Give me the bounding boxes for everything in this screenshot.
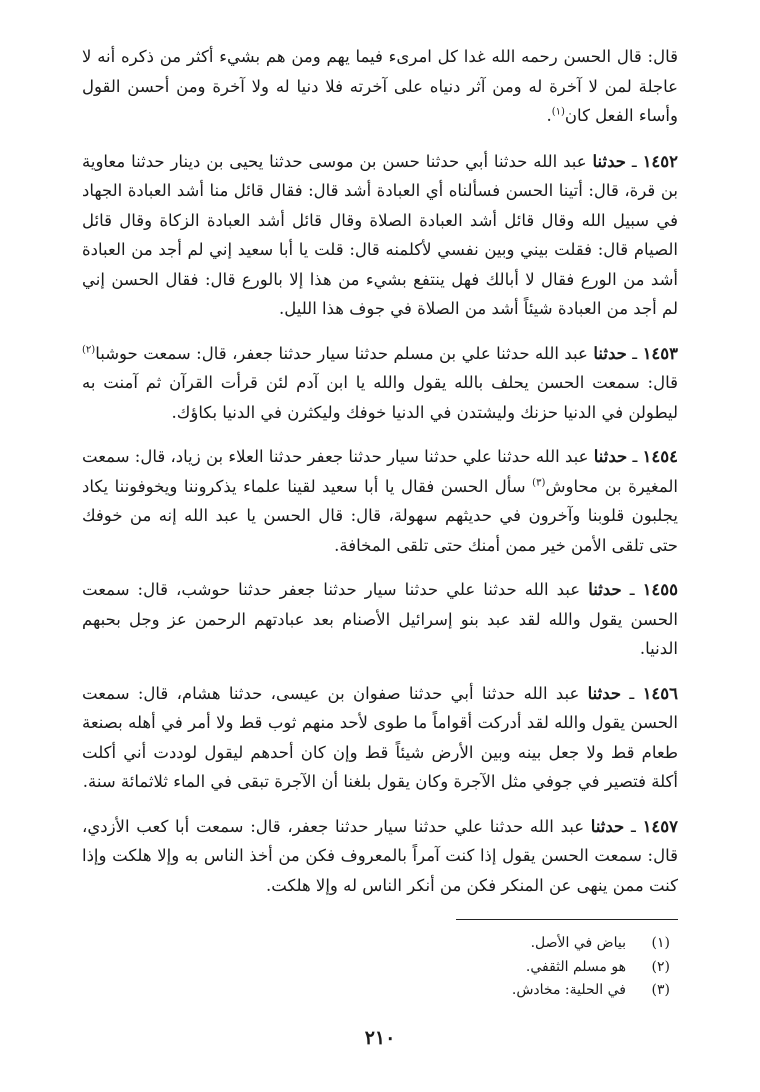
hadith-entry: ١٤٥٤ ـ حدثنا عبد الله حدثنا علي حدثنا سيار حدثنا جعفر حدثنا العلاء بن زياد، قال: سمعت المغيرة بن محاوش$^{(٣)}$ سأل الحسن فقال يا أبا سعيد لقينا علماء يذكروننا ويخوفوننا يكاد يجلبون قلوبنا وآخرون في حديثهم سهولة، قال: قال الحسن يا عبد الله إنه من خوفك حتى تلقى الأمن خير ممن أمنك حتى تلقى المخافة. [82, 447, 678, 555]
entry-text: عبد الله حدثنا أبي حدثنا صفوان بن عيسى، حدثنا هشام، قال: سمعت الحسن يقول والله لقد أدركت أقواماً ما طوى لأحد منهم ثوب قط ولا أمر في أهله بصنعة طعام قط ولا جعل بينه وبين الأرض شيئاً قط وإن كان أحدهم ليقول لوددت أني أكلت أكلة فتصير في جوفي مثل الآجرة وكان يقول بلغنا أن الآجرة تبقى في الماء ثلاثمائة سنة. [82, 683, 678, 791]
footnote [82, 932, 678, 956]
footnote-number: (١) [651, 935, 670, 951]
footnote-text: بياض في الأصل. [530, 935, 626, 951]
footnote [82, 956, 678, 980]
footnote [82, 979, 678, 1003]
entry-number: ١٤٥٧ [642, 816, 679, 836]
footnote-ref: (١) [551, 106, 565, 118]
entry-text: عبد الله حدثنا علي حدثنا سيار حدثنا جعفر، قال: سمعت أبا كعب الأزدي، قال: سمعت الحسن يقول إذا كنت آمراً بالمعروف فكن من أخذ الناس به وإلا هلكت وإذا كنت ممن ينهى عن المنكر فكن من أنكر الناس له وإلا هلكت. [82, 816, 678, 895]
footnote-divider [456, 919, 678, 920]
entry-text-continued: سأل الحسن فقال يا أبا سعيد لقينا علماء يذكروننا ويخوفوننا يكاد يجلبون قلوبنا وآخرون في حديثهم سهولة، قال: قال الحسن يا عبد الله إنه من خوفك حتى تلقى الأمن خير ممن أمنك حتى تلقى المخافة. [82, 476, 678, 555]
entry-keyword: حدثنا [588, 580, 622, 599]
entry-text: عبد الله حدثنا أبي حدثنا حسن بن موسى حدثنا يحيى بن دينار حدثنا معاوية بن قرة، قال: أتينا الحسن فسألناه أي العبادة أشد قال: فقال قائل منا أشد العبادة الجهاد في سبيل الله وقال قائل أشد العبادة الصلاة وقال قائل أشد العبادة الزكاة وقال قائل الصيام قال: فقلت بيني وبين نفسي لأكلمنه قال: قلت يا أبا سعيد إني لم أجد من العبادة أشد من الورع فقال لا أبالك فهل ينتفع بشيء من هذا إلا بالورع قال: فقال الحسن إني لم أجد من العبادة شيئاً أشد من الصلاة في جوف هذا الليل. [82, 151, 678, 318]
hadith-entry: ١٤٥٢ ـ حدثنا عبد الله حدثنا أبي حدثنا حسن بن موسى حدثنا يحيى بن دينار حدثنا معاوية بن قرة، قال: أتينا الحسن فسألناه أي العبادة أشد قال: فقال قائل منا أشد العبادة الجهاد في سبيل الله وقال قائل أشد العبادة الصلاة وقال قائل أشد العبادة الزكاة وقال قائل الصيام قال: فقلت بيني وبين نفسي لأكلمنه قال: قلت يا أبا سعيد إني لم أجد من العبادة أشد من الورع فقال لا أبالك فهل ينتفع بشيء من هذا إلا بالورع قال: فقال الحسن إني لم أجد من العبادة شيئاً أشد من الصلاة في جوف هذا الليل. [82, 151, 679, 318]
entry-keyword: حدثنا [587, 683, 622, 703]
entry-number: ١٤٥٦ [642, 683, 679, 703]
entry-text: عبد الله حدثنا علي حدثنا سيار حدثنا جعفر حدثنا العلاء بن زياد، قال: سمعت المغيرة بن محاوش [82, 447, 678, 496]
entry-keyword: حدثنا [592, 151, 626, 171]
footnote-text: هو مسلم الثقفي. [525, 958, 626, 975]
entry-text: عبد الله حدثنا علي حدثنا سيار حدثنا جعفر حدثنا حوشب، قال: سمعت الحسن يقول والله لقد عبد بنو إسرائيل الأصنام بعد عبادتهم الرحمن عز وجل بحبهم الدنيا. [82, 580, 678, 658]
footnote-number: (٣) [651, 982, 670, 998]
entry-keyword: حدثنا [593, 343, 627, 363]
footnote-ref: (٢) [82, 344, 96, 355]
entry-number: ١٤٥٣ [642, 343, 679, 363]
hadith-entry: ١٤٥٥ ـ حدثنا عبد الله حدثنا علي حدثنا سيار حدثنا جعفر حدثنا حوشب، قال: سمعت الحسن يقول والله لقد عبد بنو إسرائيل الأصنام بعد عبادتهم الرحمن عز وجل بحبهم الدنيا. [82, 580, 679, 658]
opening-paragraph: قال: قال الحسن رحمه الله غدا كل امرىء فيما يهم ومن هم بشيء أكثر من ذكره أنه لا عاجلة لمن لا آخرة له ومن آثر دنياه على آخرته فلا دنيا له ولا آخرة ومن أحسن القول وأساء الفعل كان$^{(١)}$. [82, 47, 678, 125]
hadith-entry: ١٤٥٣ ـ حدثنا عبد الله حدثنا علي بن مسلم حدثنا سيار حدثنا جعفر، قال: سمعت حوشبا$^{(٢)}$ قال: سمعت الحسن يحلف بالله يقول والله يا ابن آدم لئن قرأت القرآن ثم آمنت به ليطولن في الدنيا حزنك وليشتدن في الدنيا خوفك وليكثرن في الدنيا بكاؤك. [82, 343, 679, 422]
entry-keyword: حدثنا [590, 816, 625, 836]
footnote-number: (٢) [651, 958, 670, 975]
entry-keyword: حدثنا [593, 447, 628, 466]
footnote-text: في الحلية: مخادش. [511, 982, 626, 998]
footnotes [82, 932, 678, 1003]
entry-number: ١٤٥٢ [642, 151, 679, 171]
entry-number: ١٤٥٥ [642, 580, 679, 599]
page-number: ٢١٠ [364, 1027, 396, 1049]
entry-number: ١٤٥٤ [642, 447, 678, 466]
hadith-entry: ١٤٥٦ ـ حدثنا عبد الله حدثنا أبي حدثنا صفوان بن عيسى، حدثنا هشام، قال: سمعت الحسن يقول والله لقد أدركت أقواماً ما طوى لأحد منهم ثوب قط ولا أمر في أهله بصنعة طعام قط ولا جعل بينه وبين الأرض شيئاً قط وإن كان أحدهم ليقول لوددت أني أكلت أكلة فتصير في جوفي مثل الآجرة وكان يقول بلغنا أن الآجرة تبقى في الماء ثلاثمائة سنة. [82, 683, 679, 791]
opening-text: قال: قال الحسن رحمه الله غدا كل امرىء فيما يهم ومن هم بشيء أكثر من ذكره أنه لا عاجلة لمن لا آخرة له ومن آثر دنياه على آخرته فلا دنيا له ولا آخرة ومن أحسن القول وأساء الفعل كان [82, 47, 678, 125]
entry-text: عبد الله حدثنا علي بن مسلم حدثنا سيار حدثنا جعفر، قال: سمعت حوشبا [95, 343, 588, 363]
footnote-ref: (٣) [532, 477, 546, 488]
entry-text-continued: قال: سمعت الحسن يحلف بالله يقول والله يا ابن آدم لئن قرأت القرآن ثم آمنت به ليطولن في الدنيا حزنك وليشتدن في الدنيا خوفك وليكثرن في الدنيا بكاؤك. [82, 373, 678, 422]
hadith-entry: ١٤٥٧ ـ حدثنا عبد الله حدثنا علي حدثنا سيار حدثنا جعفر، قال: سمعت أبا كعب الأزدي، قال: سمعت الحسن يقول إذا كنت آمراً بالمعروف فكن من أخذ الناس به وإلا هلكت وإذا كنت ممن ينهى عن المنكر فكن من أنكر الناس له وإلا هلكت. [82, 816, 679, 895]
